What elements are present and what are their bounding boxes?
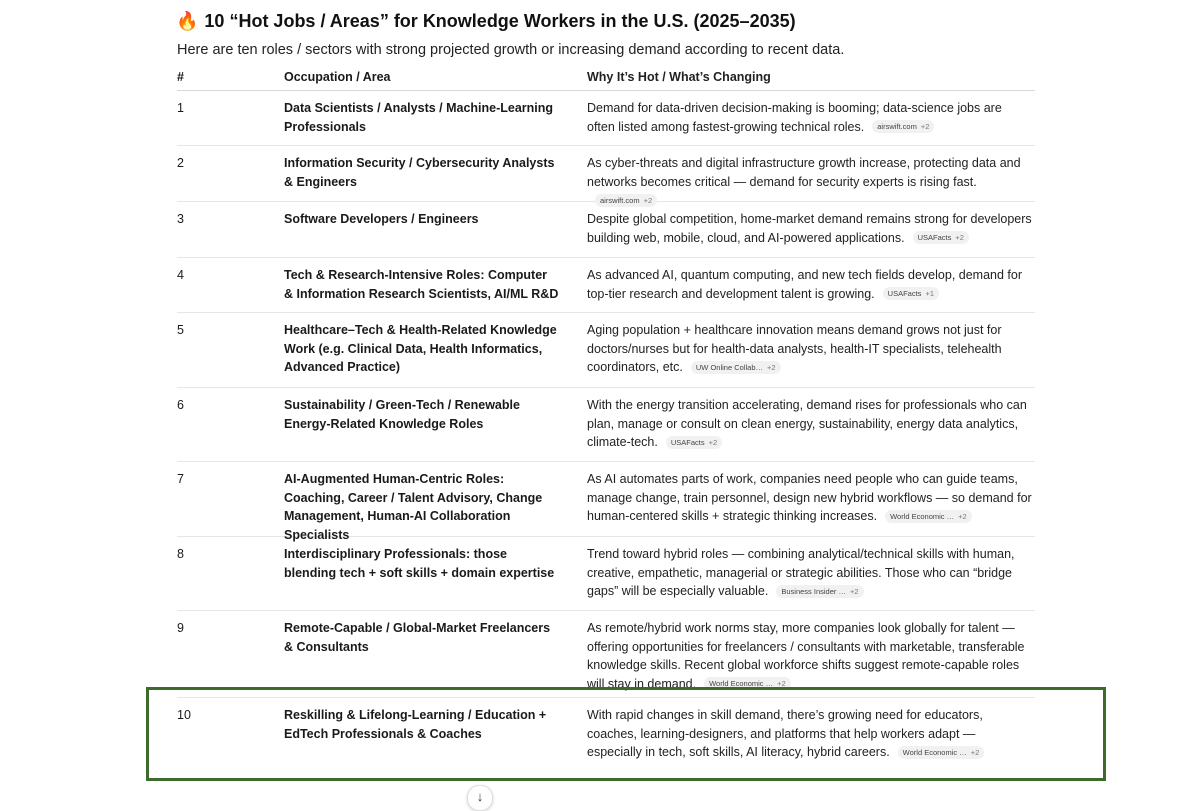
row-number: 6 [177,398,184,412]
table-row [177,258,1035,313]
why-text: Despite global competition, home-market demand remains strong for developers building web, mobile, cloud, and AI-powered applications. [587,212,1032,245]
occupation-cell: Software Developers / Engineers [284,212,479,226]
why-cell [587,545,1033,601]
source-more-count: +2 [955,232,964,242]
table-row [177,146,1035,205]
intro-text: Here are ten roles / sectors with strong projected growth or increasing demand according to recent data. [177,42,845,58]
source-chip[interactable] [776,585,863,598]
source-more-count: +2 [920,121,930,131]
why-cell [587,470,1033,526]
table-row [177,313,1035,388]
table-row [177,462,1035,543]
source-more-count: +2 [708,437,718,447]
occupation-cell: Healthcare–Tech & Health-Related Knowledge Work (e.g. Clinical Data, Health Informatics, Advanced Practice) [284,323,557,375]
source-chip[interactable] [883,287,939,300]
why-text: As AI automates parts of work, companies need people who can guide teams, manage change, train personnel, design new hybrid workflows — so demand for human-centered skills + strategic thinking increases. [587,472,1032,524]
fire-icon: 🔥 [176,11,199,31]
row-number: 4 [177,268,184,282]
source-more-count: +2 [849,586,859,596]
arrow-down-icon: ↓ [476,789,484,804]
table-row [177,202,1035,258]
table-row [177,698,1035,780]
row-number: 8 [177,547,184,561]
why-text: Trend toward hybrid roles — combining analytical/technical skills with human, creative, empathetic, managerial or strategic abilities. Those who can “bridge gaps” will be especially valuable. [587,547,1015,599]
source-name: World Economic … [709,679,774,689]
why-cell [587,321,1033,377]
why-text: As remote/hybrid work norms stay, more companies look globally for talent — offering opportunities for freelancers / consultants with marketable, transferable knowledge skills. Recent global workforce shifts suggest remote-capable roles will stay in demand. [587,621,1025,692]
table-row [177,611,1035,698]
source-chip[interactable] [666,436,722,449]
table-body [177,91,1035,780]
occupation-cell: Sustainability / Green-Tech / Renewable Energy-Related Knowledge Roles [284,398,520,431]
page-title-text: 10 “Hot Jobs / Areas” for Knowledge Workers in the U.S. (2025–2035) [204,11,796,31]
column-header-number: # [177,70,184,84]
why-cell [587,210,1033,247]
why-cell [587,99,1033,136]
why-text: With the energy transition accelerating, demand rises for professionals who can plan, manage or consult on clean energy, sustainability, energy data analytics, climate-tech. [587,398,1027,450]
source-more-count: +2 [777,679,786,689]
source-chip[interactable] [872,120,934,133]
source-chip[interactable] [704,677,791,690]
source-more-count: +2 [958,511,967,521]
row-number: 9 [177,621,184,635]
row-number: 1 [177,101,184,115]
occupation-cell: Data Scientists / Analysts / Machine-Learning Professionals [284,101,554,134]
row-number: 5 [177,323,184,337]
row-number: 7 [177,472,184,486]
page-title [176,8,796,34]
scroll-down-button[interactable] [467,785,493,811]
source-name: airswift.com [600,195,640,205]
source-chip[interactable] [885,510,972,523]
row-number: 2 [177,156,184,170]
why-text: Demand for data-driven decision-making is booming; data-science jobs are often listed among fastest-growing technical roles. [587,101,1002,134]
source-name: airswift.com [877,121,917,131]
why-text: Aging population + healthcare innovation means demand grows not just for doctors/nurses but for health-data analysts, health-IT specialists, telehealth coordinators, etc. [587,323,1002,375]
why-cell [587,706,1033,762]
source-name: UW Online Collab… [695,362,763,372]
source-more-count: +2 [767,362,776,372]
why-cell [587,619,1033,694]
why-text: As advanced AI, quantum computing, and new tech fields develop, demand for top-tier research and development talent is growing. [587,268,1022,301]
source-more-count: +2 [643,195,653,205]
source-chip[interactable] [691,361,781,374]
row-number: 10 [177,708,191,722]
source-chip[interactable] [898,746,985,759]
table-row [177,388,1035,462]
occupation-cell: Reskilling & Lifelong-Learning / Education + EdTech Professionals & Coaches [284,708,547,741]
why-cell [587,396,1033,452]
source-name: World Economic … [890,511,955,521]
source-more-count: +1 [925,288,934,298]
source-chip[interactable] [913,231,969,244]
table-row [177,537,1035,611]
table-row [177,91,1035,146]
column-header-occupation: Occupation / Area [284,70,391,84]
source-name: Business Insider … [781,586,846,596]
why-cell [587,266,1033,303]
occupation-cell: Information Security / Cybersecurity Analysts & Engineers [284,156,555,189]
occupation-cell: Tech & Research-Intensive Roles: Computer & Information Research Scientists, AI/ML R&D [284,268,559,301]
occupation-cell: Interdisciplinary Professionals: those blending tech + soft skills + domain expertise [284,547,555,580]
source-name: USAFacts [670,437,705,447]
row-number: 3 [177,212,184,226]
hot-jobs-table [177,64,1035,780]
source-name: USAFacts [917,232,952,242]
source-more-count: +2 [970,747,980,757]
source-name: USAFacts [887,288,922,298]
source-name: World Economic … [902,747,967,757]
occupation-cell: AI-Augmented Human-Centric Roles: Coaching, Career / Talent Advisory, Change Management, Human-AI Collaboration Specialists [284,472,543,543]
why-text: With rapid changes in skill demand, there’s growing need for educators, coaches, learning-designers, and platforms that help workers adapt — especially in tech, soft skills, AI literacy, hybrid careers. [587,708,983,760]
occupation-cell: Remote-Capable / Global-Market Freelancers & Consultants [284,621,551,654]
why-text: As cyber-threats and digital infrastructure growth increase, protecting data and networks becomes critical — demand for security experts is rising fast. [587,156,1021,189]
column-header-why: Why It’s Hot / What’s Changing [587,70,771,84]
table-header-row [177,64,1035,91]
